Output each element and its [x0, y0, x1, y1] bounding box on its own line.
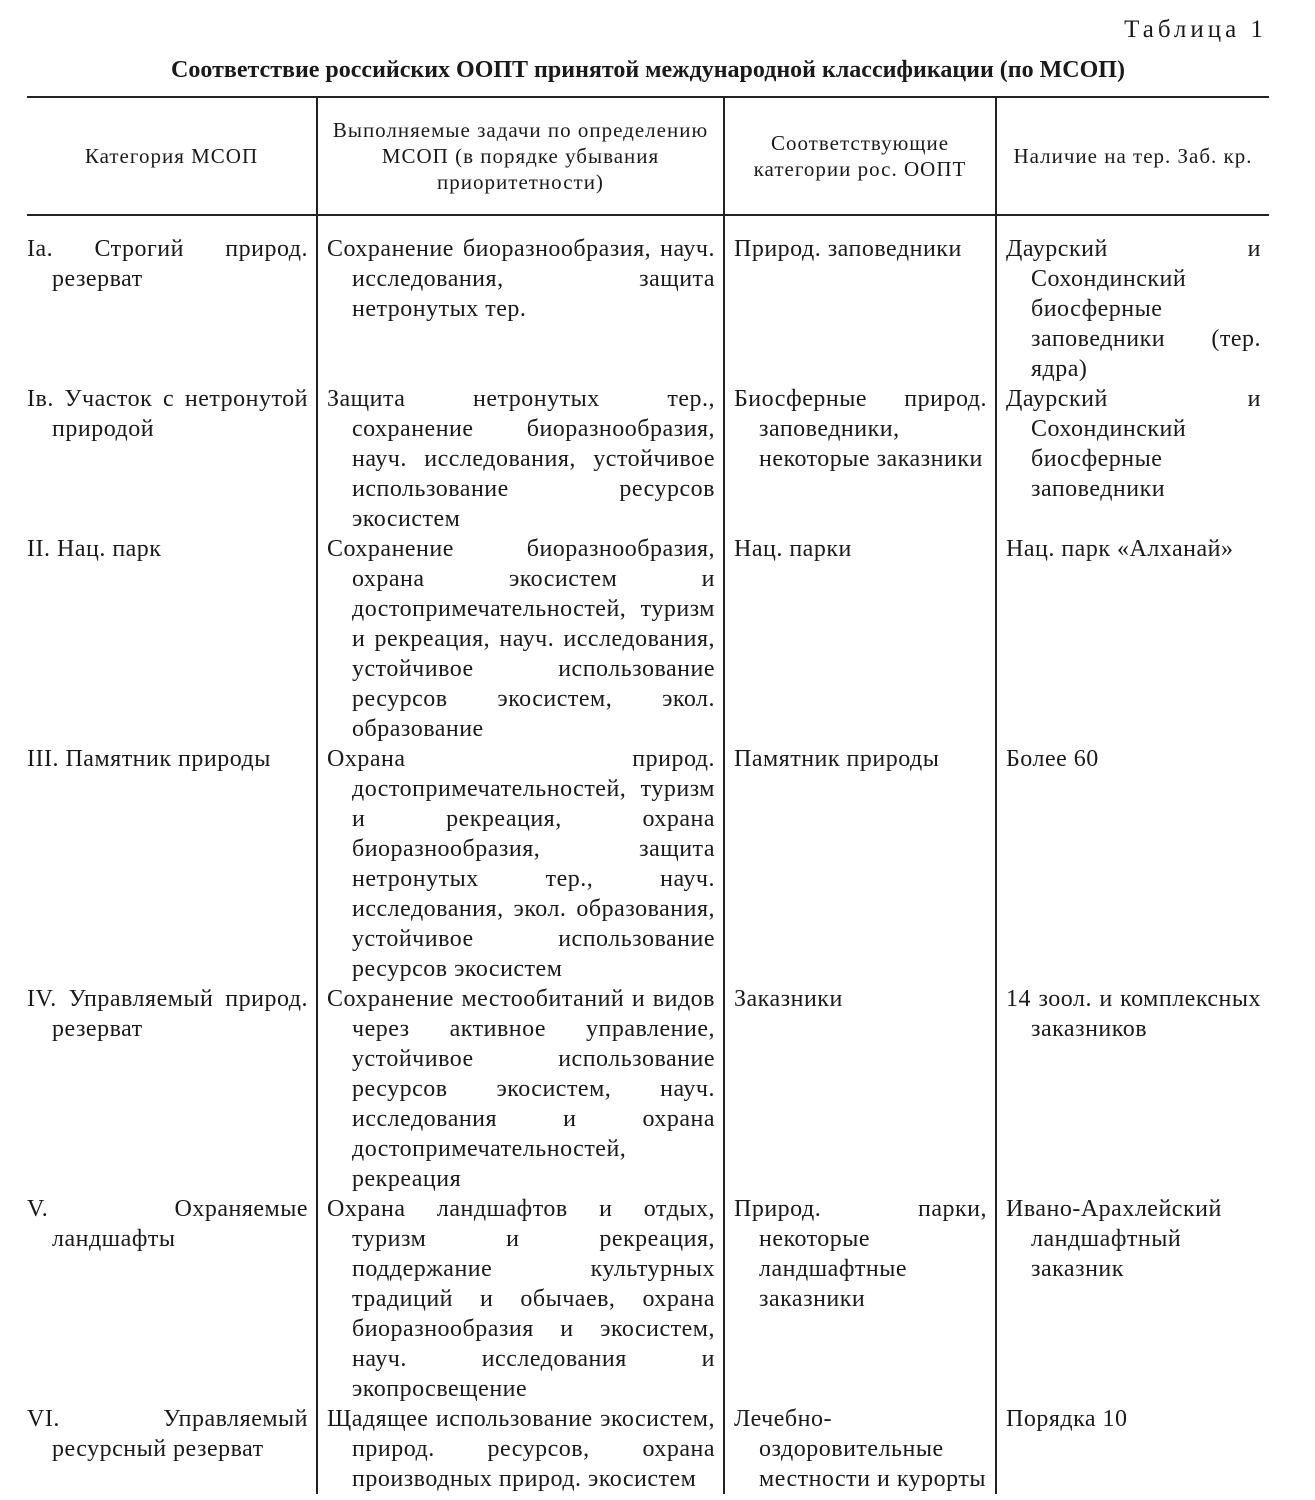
cell-presence: Даурский и Сохондинский биосферные заповедники: [996, 384, 1269, 534]
cell-tasks: Щадящее использование экосистем, природ. ресурсов, охрана производных природ. экосистем: [317, 1404, 724, 1494]
cell-tasks: Сохранение местообитаний и видов через активное управление, устойчивое использование ресурсов экосистем, науч. исследования и охрана достопримечательностей, рекреация: [317, 984, 724, 1194]
cell-russian: Памятник природы: [724, 744, 996, 984]
table-row: [27, 984, 1269, 1194]
document-page: [27, 14, 1269, 1494]
cell-presence: Ивано-Арахлейский ландшафтный заказник: [996, 1194, 1269, 1404]
cell-category: Iв. Участок с нетронутой природой: [27, 386, 308, 442]
table-row: [27, 215, 1269, 384]
cell-presence: Нац. парк «Алханай»: [996, 534, 1269, 744]
table-row: [27, 1404, 1269, 1494]
table-row: [27, 534, 1269, 744]
cell-category: IV. Управляемый природ. резерват: [27, 986, 308, 1042]
table-row: [27, 1194, 1269, 1404]
table-number: Таблица 1: [1124, 16, 1267, 43]
cell-presence: Более 60: [996, 744, 1269, 984]
cell-russian: Лечебно-оздоровительные местности и курорты: [724, 1404, 996, 1494]
header-russian-categories: Соответствующие категории рос. ООПТ: [724, 97, 996, 215]
cell-tasks: Охрана ландшафтов и отдых, туризм и рекреация, поддержание культурных традиций и обычаев, охрана биоразнообразия и экосистем, науч. исследования и экопросвещение: [317, 1194, 724, 1404]
table-title: Соответствие российских ООПТ принятой международной классификации (по МСОП): [171, 57, 1125, 83]
cell-russian: Биосферные природ. заповедники, некоторые заказники: [724, 384, 996, 534]
cell-russian: Нац. парки: [724, 534, 996, 744]
cell-tasks: Сохранение биоразнообразия, науч. исследования, защита нетронутых тер.: [317, 215, 724, 384]
cell-russian: Природ. заповедники: [724, 215, 996, 384]
cell-category: V. Охраняемые ландшафты: [27, 1196, 308, 1252]
header-row: [27, 97, 1269, 215]
cell-russian: Заказники: [724, 984, 996, 1194]
cell-category: VI. Управляемый ресурсный резерват: [27, 1406, 308, 1462]
cell-category: III. Памятник природы: [27, 746, 271, 772]
header-tasks: Выполняемые задачи по определению МСОП (в порядке убывания приоритетности): [317, 97, 724, 215]
cell-presence: Порядка 10: [996, 1404, 1269, 1494]
cell-tasks: Охрана природ. достопримечательностей, туризм и рекреация, охрана биоразнообразия, защита нетронутых тер., науч. исследования, экол. образования, устойчивое использование ресурсов экосистем: [317, 744, 724, 984]
cell-presence: Даурский и Сохондинский биосферные заповедники (тер. ядра): [996, 215, 1269, 384]
cell-russian: Природ. парки, некоторые ландшафтные заказники: [724, 1194, 996, 1404]
cell-category: Ia. Строгий природ. резерват: [27, 236, 308, 292]
table-row: [27, 384, 1269, 534]
header-presence: Наличие на тер. Заб. кр.: [996, 97, 1269, 215]
classification-table: [27, 96, 1269, 1494]
cell-tasks: Защита нетронутых тер., сохранение биоразнообразия, науч. исследования, устойчивое использование ресурсов экосистем: [317, 384, 724, 534]
table-row: [27, 744, 1269, 984]
cell-presence: 14 зоол. и комплексных заказников: [996, 984, 1269, 1194]
cell-tasks: Сохранение биоразнообразия, охрана экосистем и достопримечательностей, туризм и рекреация, науч. исследования, устойчивое использование ресурсов экосистем, экол. образование: [317, 534, 724, 744]
cell-category: II. Нац. парк: [27, 536, 162, 562]
header-category: Категория МСОП: [27, 97, 317, 215]
